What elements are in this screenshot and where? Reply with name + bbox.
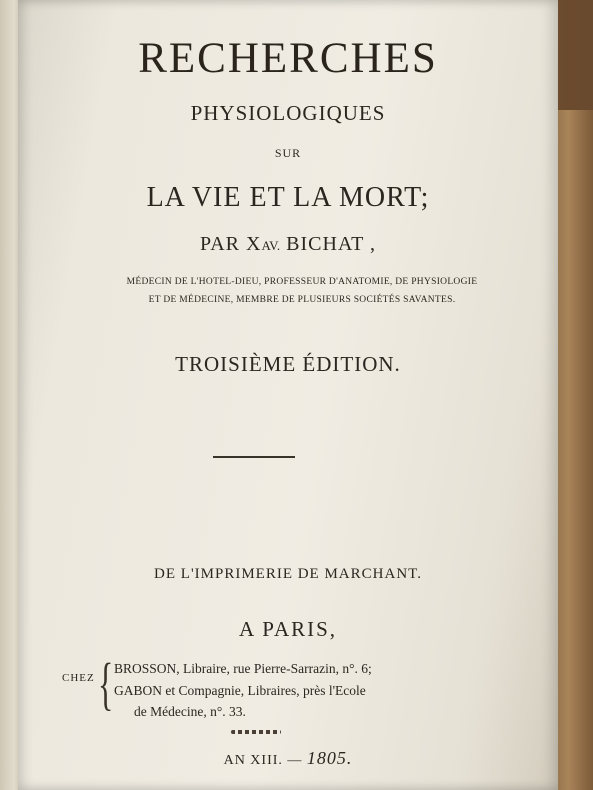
- author-credentials-line-2: ET DE MÉDECINE, MEMBRE DE PLUSIEURS SOCIÉTÉS SAVANTES.: [148, 295, 456, 305]
- chez-label: CHEZ: [62, 672, 95, 684]
- publication-date: [18, 748, 558, 769]
- publisher-line-3: de Médecine, n°. 33.: [134, 704, 246, 719]
- author-credentials-line-1: MÉDECIN DE L'HOTEL-DIEU, PROFESSEUR D'ANATOMIE, DE PHYSIOLOGIE: [126, 277, 478, 287]
- date-year: 1805.: [306, 748, 353, 768]
- title-preposition: SUR: [274, 146, 302, 160]
- date-an: AN XIII. —: [223, 753, 303, 768]
- publisher-line-1: BROSSON, Libraire, rue Pierre-Sarrazin, n°. 6;: [114, 661, 372, 676]
- author-line: [18, 233, 558, 256]
- author-abbrev: AV.: [261, 238, 281, 253]
- imprint-line: DE L'IMPRIMERIE DE MARCHANT.: [154, 566, 422, 582]
- author-name: BICHAT ,: [286, 233, 377, 255]
- publication-city: A PARIS,: [238, 617, 338, 641]
- ornamental-rule: [231, 730, 281, 734]
- main-title: LA VIE ET LA MORT;: [146, 182, 430, 213]
- publisher-line-2: GABON et Compagnie, Libraires, près l'Ecole: [114, 683, 366, 698]
- book-subtitle: PHYSIOLOGIQUES: [190, 101, 386, 125]
- horizontal-rule: [213, 456, 295, 458]
- brace-icon: {: [98, 651, 114, 716]
- title-page: [18, 0, 558, 790]
- book-title: RECHERCHES: [138, 35, 438, 82]
- author-prefix: PAR X: [199, 233, 262, 255]
- edition-label: TROISIÈME ÉDITION.: [175, 352, 401, 376]
